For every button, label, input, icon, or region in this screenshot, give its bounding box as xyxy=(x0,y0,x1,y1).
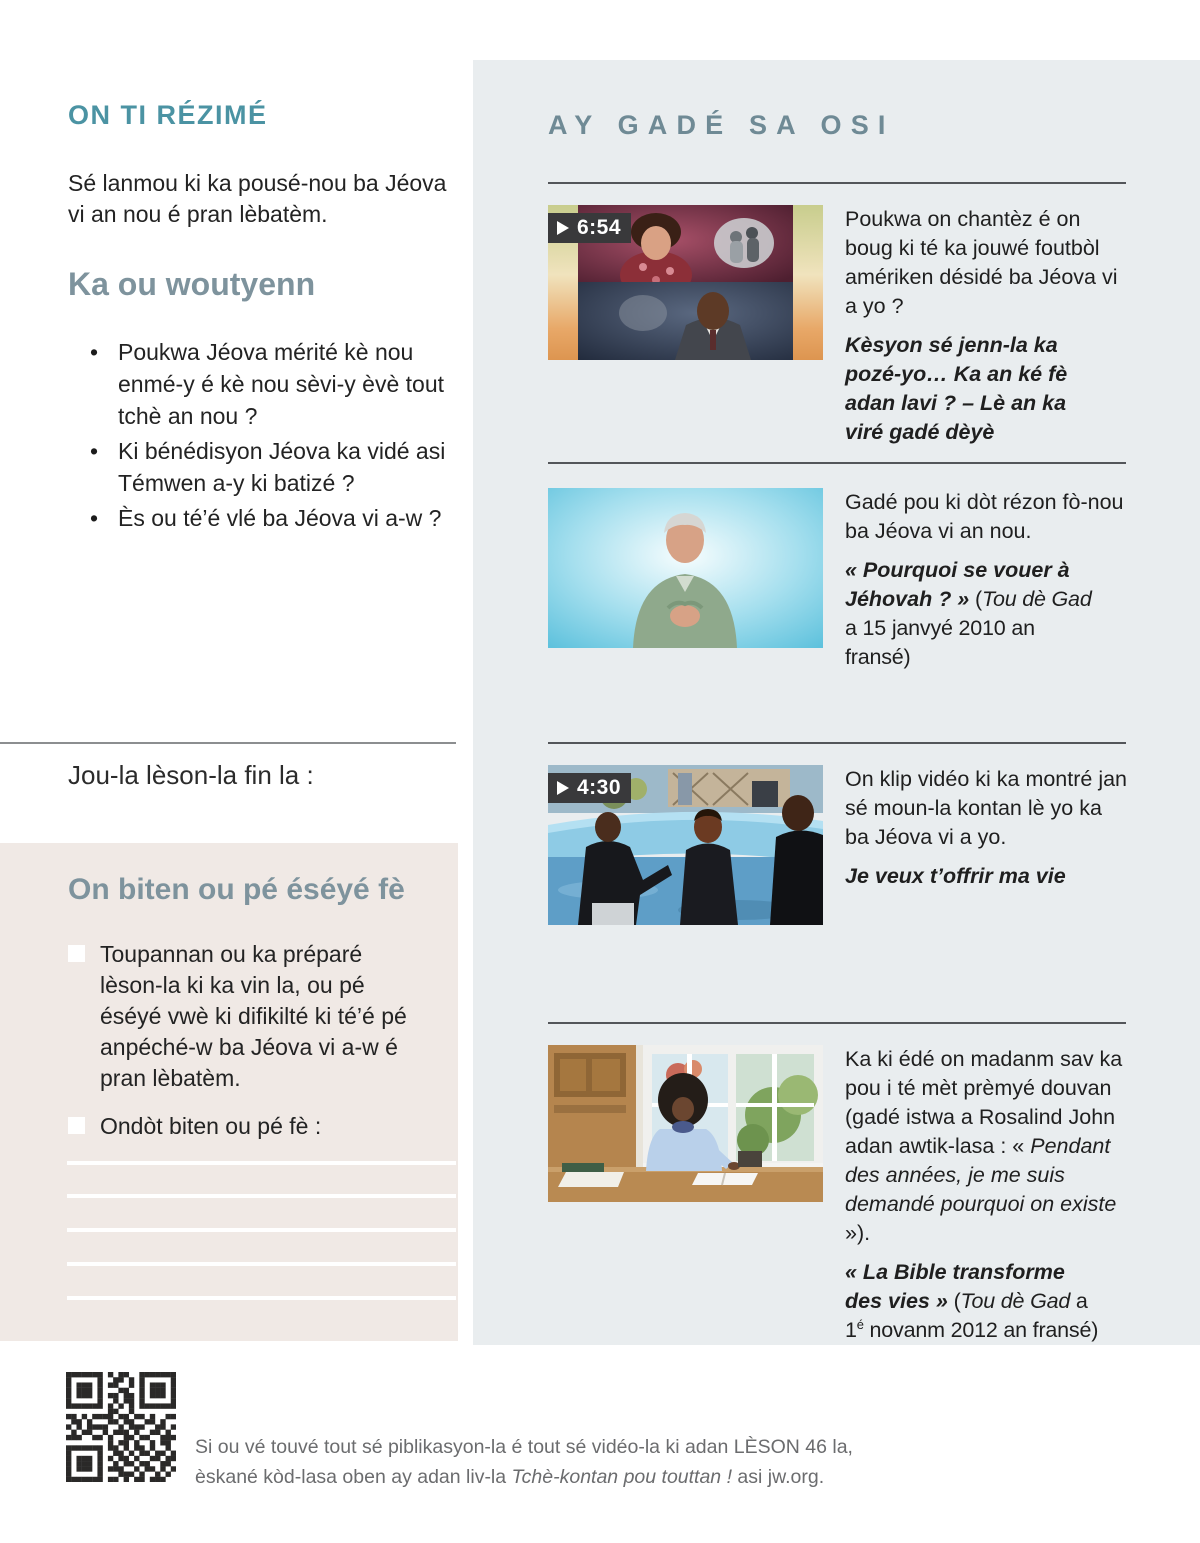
article-image xyxy=(548,1045,823,1202)
media-title: « La Bible transforme des vies » (Tou dè Gad a 1$^é$ novanm 2012 an fransé) xyxy=(845,1260,1099,1342)
media-item xyxy=(548,488,1126,723)
divider xyxy=(548,182,1126,184)
qr-code-icon xyxy=(66,1372,176,1482)
video-thumbnail[interactable] xyxy=(548,205,823,360)
summary-title: ON TI RÉZIMÉ xyxy=(68,100,268,130)
panel-title: AY GADÉ SA OSI xyxy=(548,110,895,140)
article-image xyxy=(548,488,823,648)
review-question: • Poukwa Jéova mérité kè nou enmé-y é kè nou sèvi-y èvè tout tchè an nou ? xyxy=(90,336,462,432)
media-title: « Pourquoi se vouer à Jéhovah ? » (Tou dè Gad a 15 janvyé 2010 an fransé) xyxy=(845,558,1092,669)
divider xyxy=(548,742,1126,744)
woman-studying-image xyxy=(548,1045,823,1202)
write-in-line[interactable] xyxy=(67,1228,456,1232)
media-title: Kèsyon sé jenn-la ka pozé-yo… Ka an ké fè adan lavi ? – Lè an ka viré gadé dèyè xyxy=(845,333,1068,444)
media-description: Poukwa on chantèz é on boug ki té ka jouwé foutbòl amériken désidé ba Jéova vi a yo ? xyxy=(845,207,1118,318)
review-question-list xyxy=(90,336,462,537)
media-item-text xyxy=(845,205,1128,457)
play-icon xyxy=(557,781,569,795)
checkbox-icon[interactable] xyxy=(68,945,85,962)
duration-badge xyxy=(548,213,631,243)
goal-box-title: On biten ou pé éséyé fè xyxy=(68,873,405,906)
review-question: • Ès ou té’é vlé ba Jéova vi a-w ? xyxy=(90,502,462,534)
duration-label: 6:54 xyxy=(577,216,622,239)
praying-man-image xyxy=(548,488,823,648)
divider xyxy=(0,742,456,744)
goal-box xyxy=(0,843,458,1341)
media-description: Ka ki édé on madanm sav ka pou i té mèt prèmyé douvan (gadé istwa a Rosalind John adan awtik-lasa : « Pendant des années, je me suis demandé pourquoi on existe »). xyxy=(845,1047,1123,1245)
duration-label: 4:30 xyxy=(577,776,622,799)
video-thumbnail[interactable] xyxy=(548,765,823,925)
reference-date: a 15 janvyé 2010 an fransé) xyxy=(845,616,1035,669)
media-description: Gadé pou ki dòt rézon fò-nou ba Jéova vi an nou. xyxy=(845,490,1124,543)
media-item-text xyxy=(845,1045,1128,1355)
media-item xyxy=(548,205,1126,444)
write-in-line[interactable] xyxy=(67,1161,456,1165)
reference: ( xyxy=(969,587,982,611)
play-icon xyxy=(557,221,569,235)
review-question: • Ki bénédisyon Jéova ka vidé asi Témwen a-y ki batizé ? xyxy=(90,435,462,499)
summary-body: Sé lanmou ki ka pousé-nou ba Jéova vi an nou é pran lèbatèm. xyxy=(68,170,447,227)
checkbox-icon[interactable] xyxy=(68,1117,85,1134)
media-title: Je veux t’offrir ma vie xyxy=(845,864,1066,888)
divider xyxy=(548,462,1126,464)
media-item-text xyxy=(845,765,1128,901)
media-description: On klip vidéo ki ka montré jan sé moun-la kontan lè yo ka ba Jéova vi a yo. xyxy=(845,767,1128,849)
duration-badge xyxy=(548,773,631,803)
reference-source: Tou dè Gad xyxy=(960,1289,1071,1313)
reference: ( xyxy=(947,1289,961,1313)
review-title: Ka ou woutyenn xyxy=(68,266,316,302)
watch-also-panel xyxy=(473,60,1200,1345)
media-item xyxy=(548,1045,1126,1342)
book-title: Tchè-kontan pou touttan ! xyxy=(511,1466,732,1488)
media-item-text xyxy=(845,488,1128,682)
reference-date: novanm 2012 an fransé) xyxy=(863,1318,1099,1342)
site-reference: asi jw.org. xyxy=(732,1466,825,1488)
goal-item: Toupannan ou ka préparé lèson-la ki ka vin la, ou pé éséyé vwè ki difikilté ki té’é pé anpéché-w ba Jéova vi a-w é pran lèbatèm. xyxy=(100,941,407,1091)
reference-source: Tou dè Gad xyxy=(982,587,1092,611)
goal-item: Ondòt biten ou pé fè : xyxy=(100,1113,322,1139)
write-in-line[interactable] xyxy=(67,1262,456,1266)
completion-date-label: Jou-la lèson-la fin la : xyxy=(68,760,314,790)
write-in-line[interactable] xyxy=(67,1296,456,1300)
media-item xyxy=(548,765,1126,1000)
divider xyxy=(548,1022,1126,1024)
write-in-line[interactable] xyxy=(67,1194,456,1198)
footer-note: Si ou vé touvé tout sé piblikasyon-la é tout sé vidéo-la ki adan LÈSON 46 la, èskané kòd-lasa oben ay adan liv-la Tchè-kontan pou touttan ! asi jw.org. xyxy=(195,1436,853,1488)
footer-line1: Si ou vé touvé tout sé piblikasyon-la é tout sé vidéo-la ki adan LÈSON 46 la, xyxy=(195,1436,853,1458)
